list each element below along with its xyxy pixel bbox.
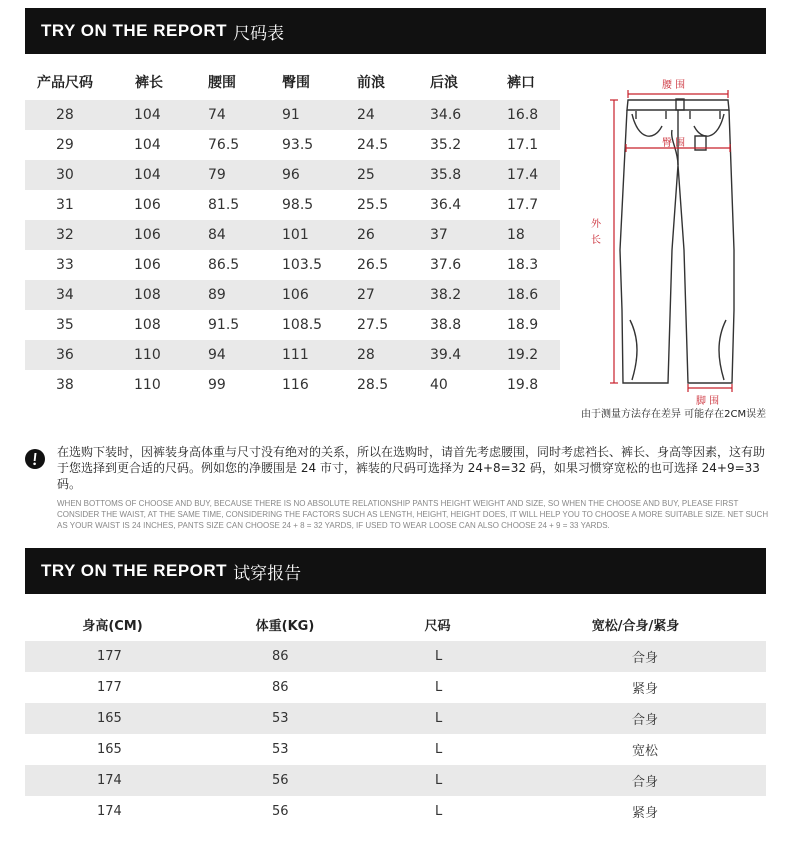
cell-hem: 17.7 [507,197,539,213]
cell-back-rise: 35.8 [430,167,462,183]
cell-length: 106 [134,227,161,243]
table-row [25,100,560,130]
report-table-header [25,607,766,641]
cell-hip: 96 [282,167,300,183]
cell-front-rise: 24 [357,107,375,123]
cell-front-rise: 28.5 [357,377,389,393]
cell-hem: 17.1 [507,137,539,153]
cell-size: L [435,711,443,726]
cell-hip: 106 [282,287,309,303]
cell-hip: 93.5 [282,137,314,153]
cell-size: 30 [56,167,74,183]
cell-size: 33 [56,257,74,273]
cell-size: 31 [56,197,74,213]
cell-hip: 108.5 [282,317,323,333]
size-table-header [25,64,560,100]
cell-size: L [435,680,443,695]
cell-back-rise: 39.4 [430,347,462,363]
cell-back-rise: 34.6 [430,107,462,123]
length-label-2: 长 [591,235,601,246]
size-chart-title-cn: 尺码表 [233,23,285,44]
cell-back-rise: 38.8 [430,317,462,333]
cell-waist: 81.5 [208,197,240,213]
cell-size: L [435,773,443,788]
cell-hip: 101 [282,227,309,243]
cell-weight: 86 [272,649,289,664]
cell-length: 108 [134,287,161,303]
cell-size: 28 [56,107,74,123]
cell-size: 36 [56,347,74,363]
cell-hem: 18 [507,227,525,243]
hem-measure-line [688,384,732,392]
hip-label: 臀 围 [662,138,686,149]
try-on-report-header [25,548,766,594]
length-label-1: 外 [591,219,601,230]
cell-weight: 56 [272,804,289,819]
cell-height: 165 [97,742,122,757]
cell-fit: 紧身 [632,682,659,697]
cell-weight: 53 [272,742,289,757]
pants-illustration [580,70,770,405]
cell-back-rise: 40 [430,377,448,393]
table-row [25,703,766,734]
cell-front-rise: 24.5 [357,137,389,153]
table-row [25,220,560,250]
report-title-cn: 试穿报告 [233,563,302,584]
header-hem: 裤口 [507,75,535,91]
cell-back-rise: 38.2 [430,287,462,303]
cell-size: L [435,742,443,757]
cell-back-rise: 36.4 [430,197,462,213]
cell-hem: 18.6 [507,287,539,303]
cell-front-rise: 25.5 [357,197,389,213]
table-row [25,310,560,340]
cell-hem: 19.8 [507,377,539,393]
cell-front-rise: 26 [357,227,375,243]
cell-height: 174 [97,804,122,819]
table-row [25,250,560,280]
cell-hem: 19.2 [507,347,539,363]
header-front-rise: 前浪 [357,75,385,91]
cell-hem: 18.9 [507,317,539,333]
cell-front-rise: 25 [357,167,375,183]
report-title-en: TRY ON THE REPORT [41,561,228,580]
cell-weight: 86 [272,680,289,695]
table-row [25,796,766,827]
cell-back-rise: 37.6 [430,257,462,273]
cell-waist: 84 [208,227,226,243]
cell-waist: 91.5 [208,317,240,333]
cell-length: 108 [134,317,161,333]
cell-weight: 53 [272,711,289,726]
header-hip: 臀围 [282,75,310,91]
table-row [25,190,560,220]
header-weight: 体重(KG) [255,618,315,634]
size-chart-title-en: TRY ON THE REPORT [41,21,228,40]
cell-waist: 99 [208,377,226,393]
header-height: 身高(CM) [82,618,143,634]
cell-length: 104 [134,167,161,183]
waist-label: 腰 围 [662,80,686,91]
header-size: 产品尺码 [37,75,93,91]
cell-size: L [435,804,443,819]
sizing-advice-en: WHEN BOTTOMS OF CHOOSE AND BUY, BECAUSE THERE IS NO ABSOLUTE RELATIONSHIP PANTS HEIGHT WEIGHT AND SIZE, SO WHEN THE CHOOSE AND BUY, PLEASE FIRST CONSIDER THE WAIST, AT THE SAME TIME, CONSIDERING THE FACTORS SUCH AS LENGTH, HEIGHT, HEIGHT DOES, IT WILL HELP YOU TO CHOOSE A MORE SUITABLE SIZE. NET SUCH AS YOUR WAIST IS 24 INCHES, PANTS SIZE CAN CHOOSE 24 + 8 = 32 YARDS, IF USED TO WEAR LOOSE CAN ALSO CHOOSE 24 + 9 = 33 YARDS. [57,499,769,530]
cell-height: 177 [97,649,122,664]
pants-measurement-diagram [580,70,770,425]
table-row [25,765,766,796]
cell-weight: 56 [272,773,289,788]
cell-height: 174 [97,773,122,788]
cell-length: 110 [134,347,161,363]
cell-front-rise: 28 [357,347,375,363]
cell-fit: 宽松 [632,744,659,759]
cell-fit: 合身 [632,775,659,790]
cell-fit: 紧身 [632,806,659,821]
cell-waist: 79 [208,167,226,183]
cell-size: 32 [56,227,74,243]
table-row [25,370,560,400]
measurement-note: 由于测量方法存在差异 可能存在2CM误差 [581,409,767,420]
waist-measure-line [628,90,728,98]
cell-back-rise: 37 [430,227,448,243]
table-row [25,641,766,672]
cell-front-rise: 27 [357,287,375,303]
cell-waist: 74 [208,107,226,123]
try-on-report-table [25,607,766,827]
cell-length: 106 [134,197,161,213]
cell-size: L [435,649,443,664]
header-fit: 宽松/合身/紧身 [591,618,680,634]
cell-hem: 17.4 [507,167,539,183]
cell-length: 110 [134,377,161,393]
cell-front-rise: 26.5 [357,257,389,273]
cell-waist: 76.5 [208,137,240,153]
size-chart-header [25,8,766,54]
cell-height: 177 [97,680,122,695]
header-size: 尺码 [424,618,451,634]
cell-length: 106 [134,257,161,273]
cell-length: 104 [134,137,161,153]
hem-label: 脚 围 [696,396,720,407]
table-row [25,130,560,160]
cell-hem: 18.3 [507,257,539,273]
table-row [25,340,560,370]
length-measure-line [610,100,618,383]
sizing-advice-cn: 在选购下装时，因裤装身高体重与尺寸没有绝对的关系，所以在选购时，请首先考虑腰围，同时考虑裆长、裤长、身高等因素，这有助于您选择到更合适的尺码。例如您的净腰围是 24 市寸，裤装的尺码可选择为 24+8=32 码，如果习惯穿宽松的也可选择 24+9=33 码。 [57,445,766,491]
cell-back-rise: 35.2 [430,137,462,153]
header-length: 裤长 [135,75,163,91]
cell-fit: 合身 [632,651,659,666]
table-row [25,160,560,190]
cell-hip: 111 [282,347,309,363]
cell-size: 38 [56,377,74,393]
cell-waist: 94 [208,347,226,363]
size-table [25,64,560,400]
cell-size: 29 [56,137,74,153]
cell-size: 35 [56,317,74,333]
header-back-rise: 后浪 [430,75,458,91]
cell-height: 165 [97,711,122,726]
cell-hem: 16.8 [507,107,539,123]
header-waist: 腰围 [208,75,236,91]
cell-waist: 89 [208,287,226,303]
cell-size: 34 [56,287,74,303]
cell-fit: 合身 [632,713,659,728]
cell-hip: 91 [282,107,300,123]
exclamation-icon [25,449,45,469]
cell-hip: 116 [282,377,309,393]
table-row [25,734,766,765]
cell-hip: 103.5 [282,257,323,273]
table-row [25,280,560,310]
cell-front-rise: 27.5 [357,317,389,333]
table-row [25,672,766,703]
cell-hip: 98.5 [282,197,314,213]
cell-waist: 86.5 [208,257,240,273]
cell-length: 104 [134,107,161,123]
